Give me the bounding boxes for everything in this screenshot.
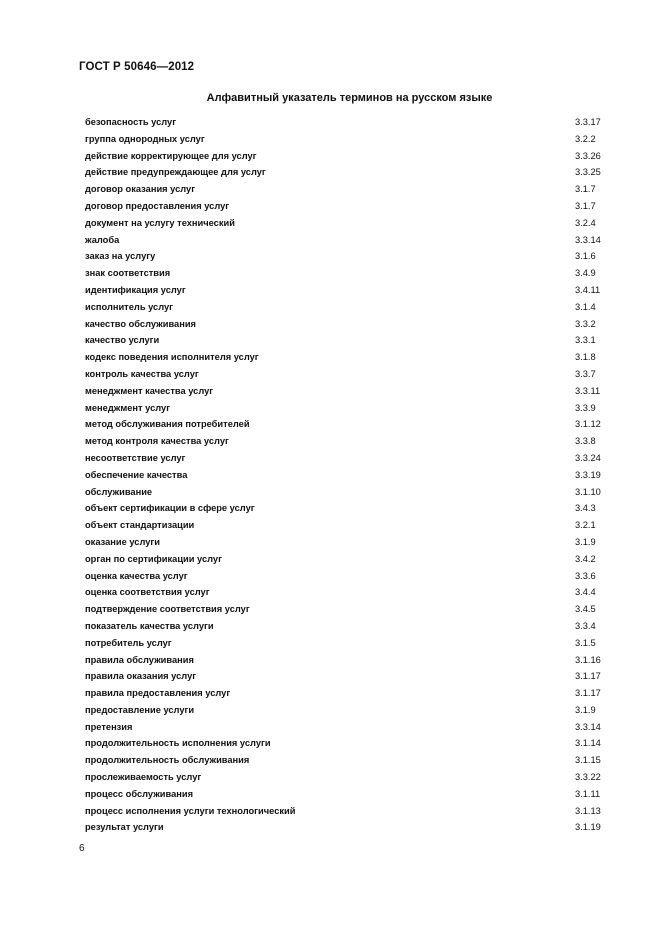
- index-reference: 3.1.19: [575, 822, 601, 833]
- index-entry: [85, 719, 605, 736]
- index-entry: [85, 164, 605, 181]
- index-reference: 3.1.17: [575, 688, 601, 699]
- index-term: менеджмент качества услуг: [85, 385, 214, 396]
- index-term: показатель качества услуги: [85, 620, 214, 631]
- index-reference: 3.4.3: [575, 503, 596, 514]
- index-term: кодекс поведения исполнителя услуг: [85, 352, 259, 363]
- index-entry: [85, 215, 605, 232]
- index-entry: [85, 400, 605, 417]
- index-term: результат услуги: [85, 822, 164, 833]
- index-entry: [85, 265, 605, 282]
- index-term: документ на услугу технический: [85, 217, 235, 228]
- index-term: заказ на услугу: [85, 251, 156, 262]
- index-term: безопасность услуг: [85, 117, 177, 127]
- index-term: процесс обслуживания: [85, 788, 194, 799]
- index-reference: 3.3.1: [575, 335, 596, 346]
- index-term: идентификация услуг: [85, 284, 186, 295]
- index-reference: 3.3.8: [575, 436, 596, 447]
- index-term: объект сертификации в сфере услуг: [85, 503, 255, 514]
- index-reference: 3.3.19: [575, 469, 601, 480]
- index-reference: 3.4.4: [575, 587, 596, 598]
- index-entry: [85, 819, 605, 836]
- index-entry: [85, 551, 605, 568]
- index-entry: [85, 534, 605, 551]
- index-entry: [85, 332, 605, 349]
- index-entry: [85, 349, 605, 366]
- index-reference: 3.1.6: [575, 251, 596, 262]
- index-reference: 3.4.5: [575, 604, 596, 615]
- index-entry: [85, 803, 605, 820]
- index-term: прослеживаемость услуг: [85, 772, 202, 783]
- index-term: исполнитель услуг: [85, 301, 174, 312]
- index-reference: 3.3.22: [575, 772, 601, 783]
- index-reference: 3.1.10: [575, 486, 601, 497]
- index-term: обслуживание: [85, 486, 153, 497]
- index-entry: [85, 786, 605, 803]
- index-entry: [85, 248, 605, 265]
- index-entry: [85, 752, 605, 769]
- index-term: действие предупреждающее для услуг: [85, 167, 266, 178]
- index-entry: [85, 618, 605, 635]
- index-term: предоставление услуги: [85, 704, 195, 715]
- index-entry: [85, 484, 605, 501]
- index-entry: [85, 299, 605, 316]
- index-reference: 3.3.24: [575, 452, 601, 463]
- index-term: жалоба: [85, 234, 120, 245]
- index-term: качество услуги: [85, 335, 160, 346]
- index-entry: [85, 735, 605, 752]
- index-reference: 3.2.4: [575, 217, 596, 228]
- index-entry: [85, 450, 605, 467]
- index-term: оценка качества услуг: [85, 570, 188, 581]
- index-entry: [85, 467, 605, 484]
- index-reference: 3.1.8: [575, 352, 596, 363]
- index-reference: 3.3.14: [575, 721, 601, 732]
- index-entry: [85, 601, 605, 618]
- index-reference: 3.1.5: [575, 637, 596, 648]
- index-term: знак соответствия: [85, 268, 171, 279]
- index-reference: 3.3.14: [575, 234, 601, 245]
- index-reference: 3.3.6: [575, 570, 596, 581]
- index-reference: 3.3.11: [575, 385, 601, 396]
- index-reference: 3.4.2: [575, 553, 596, 564]
- index-term: процесс исполнения услуги технологический: [85, 805, 296, 816]
- index-reference: 3.3.9: [575, 402, 596, 413]
- index-reference: 3.3.4: [575, 620, 596, 631]
- index-entry: [85, 232, 605, 249]
- index-reference: 3.1.7: [575, 200, 596, 211]
- index-entry: [85, 316, 605, 333]
- index-entry: [85, 668, 605, 685]
- index-entry: [85, 433, 605, 450]
- index-entry: [85, 114, 605, 131]
- index-entry: [85, 198, 605, 215]
- index-term: потребитель услуг: [85, 637, 172, 648]
- index-term: объект стандартизации: [85, 520, 195, 531]
- index-term: оказание услуги: [85, 536, 161, 547]
- index-entry: [85, 635, 605, 652]
- index-reference: 3.3.2: [575, 318, 596, 329]
- index-term: продолжительность исполнения услуги: [85, 738, 271, 749]
- index-entry: [85, 383, 605, 400]
- index-reference: 3.1.14: [575, 738, 601, 749]
- index-entry: [85, 282, 605, 299]
- index-reference: 3.1.12: [575, 419, 601, 430]
- index-term: правила обслуживания: [85, 654, 194, 665]
- index-entry: [85, 652, 605, 669]
- index-entry: [85, 517, 605, 534]
- index-reference: 3.1.7: [575, 184, 596, 195]
- index-reference: 3.3.25: [575, 167, 601, 178]
- index-term: несоответствие услуг: [85, 452, 186, 463]
- index-reference: 3.1.17: [575, 671, 601, 682]
- index-reference: 3.1.16: [575, 654, 601, 665]
- index-entry: [85, 131, 605, 148]
- index-reference: 3.3.17: [575, 117, 601, 127]
- index-entry: [85, 148, 605, 165]
- index-reference: 3.2.1: [575, 520, 596, 531]
- index-term: менеджмент услуг: [85, 402, 171, 413]
- index-entry: [85, 702, 605, 719]
- page-number: 6: [79, 843, 85, 854]
- index-term: правила оказания услуг: [85, 671, 197, 682]
- index-reference: 3.3.7: [575, 368, 596, 379]
- index-entry: [85, 416, 605, 433]
- index-reference: 3.4.9: [575, 268, 596, 279]
- index-entry: [85, 181, 605, 198]
- index-term: метод контроля качества услуг: [85, 436, 229, 447]
- index-reference: 3.1.11: [575, 788, 601, 799]
- index-reference: 3.1.4: [575, 301, 596, 312]
- index-entry: [85, 366, 605, 383]
- index-entry: [85, 685, 605, 702]
- index-term: качество обслуживания: [85, 318, 196, 329]
- index-term: подтверждение соответствия услуг: [85, 604, 250, 615]
- index-term: оценка соответствия услуг: [85, 587, 210, 598]
- index-reference: 3.2.2: [575, 133, 596, 144]
- index-term: договор оказания услуг: [85, 184, 196, 195]
- index-reference: 3.1.9: [575, 704, 596, 715]
- index-title: Алфавитный указатель терминов на русском языке: [206, 92, 493, 104]
- index-term: орган по сертификации услуг: [85, 553, 222, 564]
- index-reference: 3.3.26: [575, 150, 601, 161]
- index-entry: [85, 568, 605, 585]
- index-reference: 3.1.9: [575, 536, 596, 547]
- index-term: правила предоставления услуг: [85, 688, 231, 699]
- index-term: метод обслуживания потребителей: [85, 419, 250, 430]
- term-index: [85, 114, 605, 836]
- index-reference: 3.1.15: [575, 755, 601, 766]
- index-term: действие корректирующее для услуг: [85, 150, 257, 161]
- index-reference: 3.1.13: [575, 805, 601, 816]
- index-entry: [85, 500, 605, 517]
- index-term: договор предоставления услуг: [85, 200, 230, 211]
- index-term: претензия: [85, 721, 133, 732]
- index-term: группа однородных услуг: [85, 133, 205, 144]
- index-entry: [85, 584, 605, 601]
- index-term: контроль качества услуг: [85, 368, 199, 379]
- index-reference: 3.4.11: [575, 284, 601, 295]
- index-term: обеспечение качества: [85, 469, 188, 480]
- index-term: продолжительность обслуживания: [85, 755, 250, 766]
- document-header: ГОСТ Р 50646—2012: [79, 61, 195, 73]
- index-entry: [85, 769, 605, 786]
